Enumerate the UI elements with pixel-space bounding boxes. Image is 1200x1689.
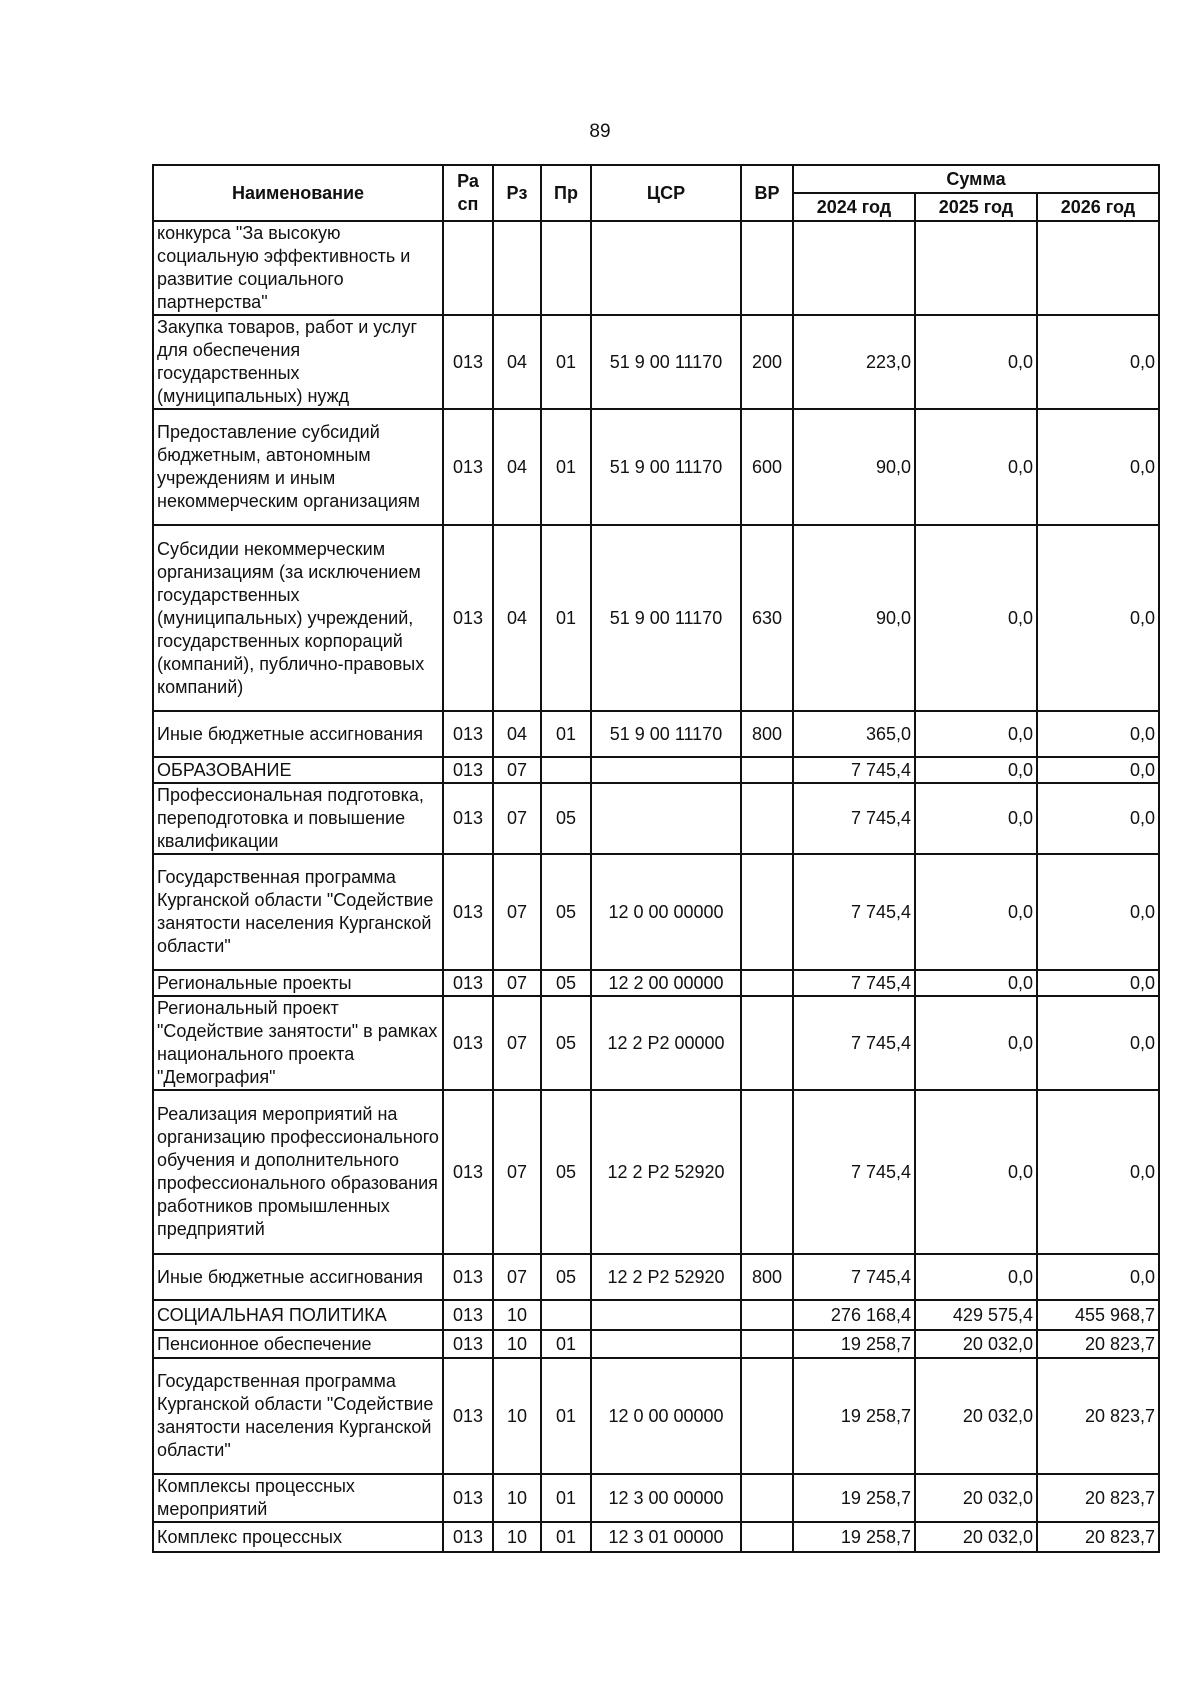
cell-y2026 [1037,221,1159,315]
cell-vr [741,1300,793,1330]
cell-pr: 01 [541,525,591,711]
table-row [153,1522,1159,1552]
cell-rz: 04 [493,525,541,711]
table-row [153,970,1159,996]
cell-y2024: 7 745,4 [793,854,915,970]
cell-y2024: 7 745,4 [793,783,915,854]
cell-y2025: 0,0 [915,1090,1037,1254]
cell-vr [741,970,793,996]
cell-y2025: 0,0 [915,315,1037,409]
cell-y2024: 7 745,4 [793,1090,915,1254]
cell-y2025: 0,0 [915,996,1037,1090]
cell-pr [541,1300,591,1330]
cell-y2026: 0,0 [1037,854,1159,970]
cell-name: ОБРАЗОВАНИЕ [153,757,443,783]
cell-y2026: 20 823,7 [1037,1330,1159,1358]
cell-rz: 04 [493,711,541,757]
cell-csr: 12 2 Р2 52920 [591,1254,741,1300]
cell-rz: 10 [493,1358,541,1474]
cell-rasp: 013 [443,1090,493,1254]
cell-y2024: 7 745,4 [793,996,915,1090]
cell-y2026: 0,0 [1037,783,1159,854]
cell-vr: 200 [741,315,793,409]
cell-y2024: 19 258,7 [793,1358,915,1474]
cell-y2024: 19 258,7 [793,1522,915,1552]
cell-pr: 05 [541,1254,591,1300]
cell-rz: 07 [493,783,541,854]
cell-pr: 01 [541,1330,591,1358]
cell-vr [741,1474,793,1522]
table-row [153,711,1159,757]
cell-csr [591,1330,741,1358]
cell-y2025: 0,0 [915,525,1037,711]
header-rz: Рз [493,165,541,221]
cell-rz [493,221,541,315]
cell-name: Комплексы процессных мероприятий [153,1474,443,1522]
cell-y2024: 19 258,7 [793,1330,915,1358]
table-row [153,1090,1159,1254]
cell-csr: 12 0 00 00000 [591,1358,741,1474]
cell-rasp: 013 [443,315,493,409]
cell-csr [591,783,741,854]
table-row [153,315,1159,409]
cell-y2024: 7 745,4 [793,1254,915,1300]
cell-y2026: 20 823,7 [1037,1522,1159,1552]
table-row [153,783,1159,854]
cell-name: Профессиональная подготовка, переподготовка и повышение квалификации [153,783,443,854]
cell-pr [541,221,591,315]
cell-y2025: 20 032,0 [915,1522,1037,1552]
cell-y2026: 20 823,7 [1037,1358,1159,1474]
cell-csr [591,1300,741,1330]
cell-y2026: 0,0 [1037,1254,1159,1300]
cell-vr [741,1330,793,1358]
table-row [153,1254,1159,1300]
cell-y2024: 365,0 [793,711,915,757]
page-number: 89 [589,121,611,142]
cell-pr: 05 [541,854,591,970]
cell-rasp: 013 [443,783,493,854]
header-2025: 2025 год [915,193,1037,221]
cell-y2024: 19 258,7 [793,1474,915,1522]
cell-pr: 01 [541,1522,591,1552]
cell-rz: 10 [493,1300,541,1330]
cell-csr [591,757,741,783]
cell-name: Иные бюджетные ассигнования [153,711,443,757]
cell-vr [741,757,793,783]
cell-csr: 12 3 00 00000 [591,1474,741,1522]
cell-name: Реализация мероприятий на организацию профессионального обучения и дополнительного профессионального образования работников промышленных предприятий [153,1090,443,1254]
cell-pr: 01 [541,1358,591,1474]
cell-vr [741,1358,793,1474]
cell-rasp: 013 [443,996,493,1090]
cell-rz: 07 [493,757,541,783]
cell-y2024 [793,221,915,315]
cell-name: СОЦИАЛЬНАЯ ПОЛИТИКА [153,1300,443,1330]
cell-y2025: 0,0 [915,711,1037,757]
header-2026: 2026 год [1037,193,1159,221]
cell-y2026: 0,0 [1037,1090,1159,1254]
cell-rz: 10 [493,1474,541,1522]
cell-y2026: 0,0 [1037,970,1159,996]
table-row [153,996,1159,1090]
cell-pr: 05 [541,1090,591,1254]
cell-name: Региональные проекты [153,970,443,996]
cell-csr: 51 9 00 11170 [591,711,741,757]
cell-name: Региональный проект "Содействие занятости" в рамках национального проекта "Демография" [153,996,443,1090]
cell-csr: 51 9 00 11170 [591,409,741,525]
cell-y2025: 0,0 [915,409,1037,525]
table-row [153,1330,1159,1358]
cell-name: Предоставление субсидий бюджетным, автономным учреждениям и иным некоммерческим организациям [153,409,443,525]
cell-pr [541,757,591,783]
cell-y2026: 0,0 [1037,757,1159,783]
cell-rz: 10 [493,1522,541,1552]
table-row [153,854,1159,970]
cell-y2026: 20 823,7 [1037,1474,1159,1522]
cell-y2024: 90,0 [793,409,915,525]
cell-y2024: 7 745,4 [793,970,915,996]
cell-y2025: 0,0 [915,783,1037,854]
cell-vr: 800 [741,1254,793,1300]
cell-pr: 01 [541,711,591,757]
cell-y2025: 0,0 [915,970,1037,996]
header-2024: 2024 год [793,193,915,221]
budget-table [152,164,1160,1553]
cell-rz: 07 [493,1090,541,1254]
cell-vr: 630 [741,525,793,711]
cell-rasp [443,221,493,315]
cell-csr: 12 0 00 00000 [591,854,741,970]
cell-y2026: 0,0 [1037,996,1159,1090]
cell-name: Комплекс процессных [153,1522,443,1552]
cell-csr: 51 9 00 11170 [591,525,741,711]
cell-csr: 12 2 Р2 52920 [591,1090,741,1254]
cell-y2026: 455 968,7 [1037,1300,1159,1330]
cell-y2024: 223,0 [793,315,915,409]
header-rasp: Ра сп [443,165,493,221]
cell-rz: 04 [493,315,541,409]
cell-y2025: 429 575,4 [915,1300,1037,1330]
header-name: Наименование [153,165,443,221]
cell-rasp: 013 [443,757,493,783]
header-sum: Сумма [793,165,1159,193]
cell-y2024: 7 745,4 [793,757,915,783]
cell-pr: 01 [541,315,591,409]
cell-pr: 01 [541,1474,591,1522]
cell-y2026: 0,0 [1037,711,1159,757]
cell-name: Государственная программа Курганской области "Содействие занятости населения Курганской области" [153,854,443,970]
cell-csr: 12 2 00 00000 [591,970,741,996]
cell-rz: 07 [493,996,541,1090]
table-body [153,221,1159,1552]
cell-vr: 800 [741,711,793,757]
cell-y2025: 0,0 [915,854,1037,970]
header-pr: Пр [541,165,591,221]
cell-y2025: 0,0 [915,1254,1037,1300]
cell-name: Закупка товаров, работ и услуг для обеспечения государственных (муниципальных) нужд [153,315,443,409]
cell-rasp: 013 [443,1300,493,1330]
cell-rasp: 013 [443,1254,493,1300]
cell-rasp: 013 [443,1330,493,1358]
cell-rasp: 013 [443,1474,493,1522]
cell-rasp: 013 [443,1358,493,1474]
cell-name: Пенсионное обеспечение [153,1330,443,1358]
cell-y2025: 0,0 [915,757,1037,783]
table-row [153,409,1159,525]
table-row [153,1474,1159,1522]
cell-rz: 07 [493,854,541,970]
cell-csr [591,221,741,315]
cell-y2026: 0,0 [1037,409,1159,525]
cell-rz: 10 [493,1330,541,1358]
cell-rz: 07 [493,970,541,996]
cell-csr: 12 3 01 00000 [591,1522,741,1552]
cell-rasp: 013 [443,854,493,970]
cell-pr: 05 [541,970,591,996]
table-row [153,757,1159,783]
cell-y2025: 20 032,0 [915,1330,1037,1358]
cell-pr: 05 [541,783,591,854]
cell-rasp: 013 [443,970,493,996]
cell-pr: 05 [541,996,591,1090]
table-row [153,525,1159,711]
cell-name: Государственная программа Курганской области "Содействие занятости населения Курганской области" [153,1358,443,1474]
table-row [153,1300,1159,1330]
cell-vr [741,854,793,970]
cell-rasp: 013 [443,525,493,711]
cell-name: Субсидии некоммерческим организациям (за исключением государственных (муниципальных) учреждений, государственных корпораций (компаний), публично-правовых компаний) [153,525,443,711]
cell-vr [741,1522,793,1552]
cell-vr: 600 [741,409,793,525]
cell-pr: 01 [541,409,591,525]
cell-y2026: 0,0 [1037,315,1159,409]
cell-vr [741,783,793,854]
cell-y2025: 20 032,0 [915,1474,1037,1522]
cell-y2024: 276 168,4 [793,1300,915,1330]
cell-vr [741,221,793,315]
cell-csr: 51 9 00 11170 [591,315,741,409]
header-vr: ВР [741,165,793,221]
cell-rasp: 013 [443,711,493,757]
cell-y2024: 90,0 [793,525,915,711]
cell-rz: 04 [493,409,541,525]
cell-name: конкурса "За высокую социальную эффективность и развитие социального партнерства" [153,221,443,315]
cell-rasp: 013 [443,1522,493,1552]
cell-csr: 12 2 Р2 00000 [591,996,741,1090]
header-csr: ЦСР [591,165,741,221]
cell-vr [741,996,793,1090]
cell-y2026: 0,0 [1037,525,1159,711]
table-row [153,1358,1159,1474]
cell-vr [741,1090,793,1254]
table-row [153,221,1159,315]
cell-rasp: 013 [443,409,493,525]
cell-y2025: 20 032,0 [915,1358,1037,1474]
cell-y2025 [915,221,1037,315]
cell-rz: 07 [493,1254,541,1300]
cell-name: Иные бюджетные ассигнования [153,1254,443,1300]
